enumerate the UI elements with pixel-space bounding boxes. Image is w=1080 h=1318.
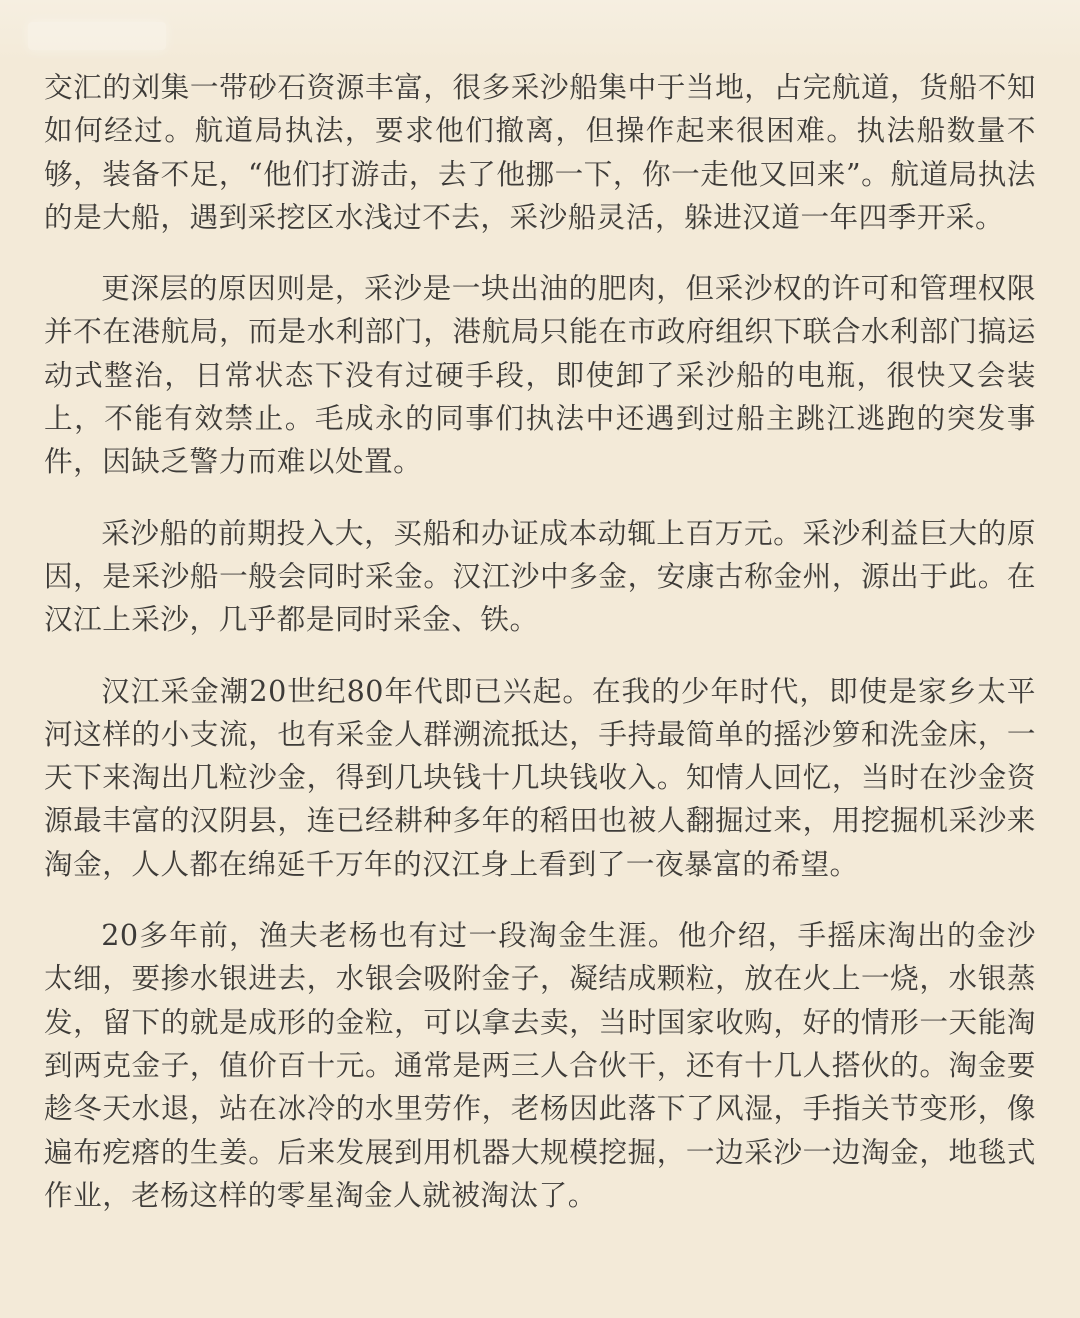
paragraph-5: 20多年前，渔夫老杨也有过一段淘金生涯。他介绍，手摇床淘出的金沙太细，要掺水银进去，水银会吸附金子，凝结成颗粒，放在火上一烧，水银蒸发，留下的就是成形的金粒，可以拿去卖，当时国家收购，好的情形一天能淘到两克金子，值价百十元。通常是两三人合伙干，还有十几人搭伙的。淘金要趁冬天水退，站在冰冷的水里劳作，老杨因此落下了风湿，手指关节变形，像遍布疙瘩的生姜。后来发展到用机器大规模挖掘，一边采沙一边淘金，地毯式作业，老杨这样的零星淘金人就被淘汰了。	[44, 918, 1036, 1212]
top-strip	[0, 0, 1080, 62]
paragraph-4: 汉江采金潮20世纪80年代即已兴起。在我的少年时代，即使是家乡太平河这样的小支流，也有采金人群溯流抵达，手持最简单的摇沙箩和洗金床，一天下来淘出几粒沙金，得到几块钱十几块钱收入。知情人回忆，当时在沙金资源最丰富的汉阴县，连已经耕种多年的稻田也被人翻掘过来，用挖掘机采沙来淘金，人人都在绵延千万年的汉江身上看到了一夜暴富的希望。	[44, 673, 1036, 881]
paragraph-1: 交汇的刘集一带砂石资源丰富，很多采沙船集中于当地，占完航道，货船不知如何经过。航道局执法，要求他们撤离，但操作起来很困难。执法船数量不够，装备不足，“他们打游击，去了他挪一下，你一走他又回来”。航道局执法的是大船，遇到采挖区水浅过不去，采沙船灵活，躲进汉道一年四季开采。	[44, 70, 1036, 234]
top-ghost-label	[28, 22, 166, 50]
article-body	[44, 66, 1036, 1217]
paragraph-3: 采沙船的前期投入大，买船和办证成本动辄上百万元。采沙利益巨大的原因，是采沙船一般会同时采金。汉江沙中多金，安康古称金州，源出于此。在汉江上采沙，几乎都是同时采金、铁。	[44, 515, 1036, 637]
paragraph-2: 更深层的原因则是，采沙是一块出油的肥肉，但采沙权的许可和管理权限并不在港航局，而是水利部门，港航局只能在市政府组织下联合水利部门搞运动式整治，日常状态下没有过硬手段，即使卸了采沙船的电瓶，很快又会装上，不能有效禁止。毛成永的同事们执法中还遇到过船主跳江逃跑的突发事件，因缺乏警力而难以处置。	[44, 271, 1036, 479]
